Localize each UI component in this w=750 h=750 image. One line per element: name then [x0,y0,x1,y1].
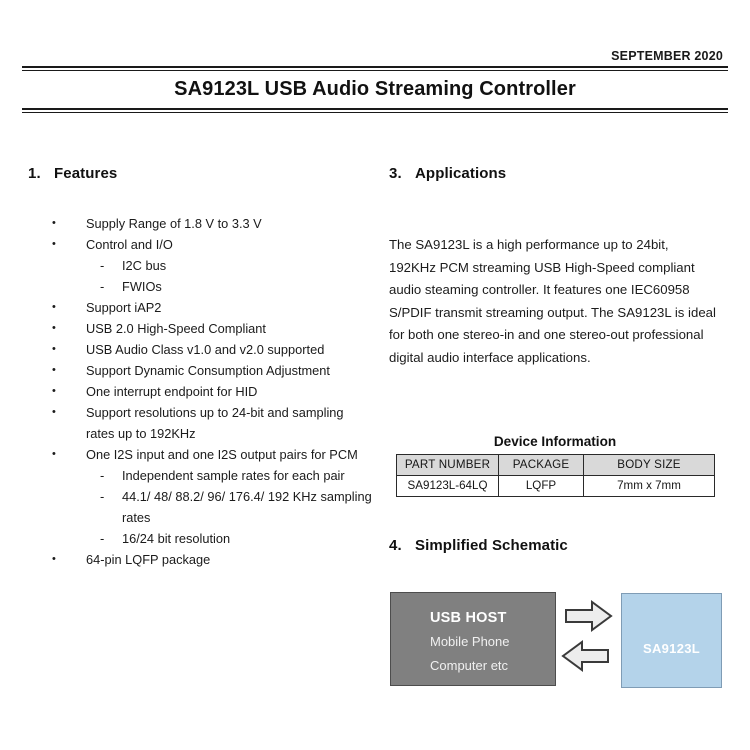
feature-item [28,255,373,276]
arrow-left-icon [560,639,610,678]
rule-thick-line [22,108,728,110]
feature-item [28,276,373,297]
table-row [397,476,715,497]
device-information-table [396,454,715,497]
bullet-icon: • [52,301,56,313]
sa9123l-chip-label: SA9123L [642,641,701,656]
feature-item [28,444,373,465]
schematic-diagram [389,590,723,692]
rule-thin-line [22,112,728,113]
feature-item [28,465,373,486]
schematic-heading-number: 4. [389,537,402,554]
feature-item [28,318,373,339]
bullet-icon: • [52,385,56,397]
header-rule-bottom [22,108,728,113]
applications-heading [389,165,723,182]
feature-item [28,549,373,570]
bullet-icon: • [52,364,56,376]
column-header-body-size: BODY SIZE [584,455,715,476]
column-header-package: PACKAGE [499,455,584,476]
feature-item-label: 16/24 bit resolution [122,531,231,546]
applications-column [389,165,723,369]
dash-icon: - [100,489,105,504]
column-header-part-number: PART NUMBER [397,455,499,476]
applications-heading-label: Applications [415,165,507,182]
feature-item-label: Support Dynamic Consumption Adjustment [86,363,330,378]
bullet-icon: • [52,238,56,250]
schematic-heading-label: Simplified Schematic [415,537,568,554]
schematic-heading [389,537,568,554]
applications-heading-number: 3. [389,165,402,182]
rule-thick-line [22,66,728,68]
feature-item-label: 44.1/ 48/ 88.2/ 96/ 176.4/ 192 KHz sampling rates [122,489,372,525]
bullet-icon: • [52,553,56,565]
dash-icon: - [100,531,105,546]
feature-item-label: Supply Range of 1.8 V to 3.3 V [86,216,262,231]
feature-item-label: FWIOs [122,279,162,294]
usb-host-line-2: Computer etc [430,658,509,673]
feature-item-label: One interrupt endpoint for HID [86,384,258,399]
dash-icon: - [100,468,105,483]
feature-item-label: Control and I/O [86,237,173,252]
table-header-row [397,455,715,476]
bullet-icon: • [52,217,56,229]
features-heading-number: 1. [28,165,41,182]
applications-paragraph: The SA9123L is a high performance up to 24bit, 192KHz PCM streaming USB High-Speed compliant audio steaming controller. It features one IEC60958 S/PDIF transmit streaming output. The SA9123L is ideal for both one stereo-in and one stereo-out professional digital audio interface applications. [389,237,716,365]
dash-icon: - [100,279,105,294]
feature-item [28,339,373,360]
usb-host-block [390,592,556,686]
feature-item [28,486,373,528]
feature-item-label: USB 2.0 High-Speed Compliant [86,321,266,336]
feature-item [28,402,373,444]
feature-item [28,360,373,381]
header-rule-top [22,66,728,71]
cell-body-size: 7mm x 7mm [584,476,715,497]
device-information-block [396,434,714,497]
feature-item-label: Support iAP2 [86,300,162,315]
features-column [28,165,373,570]
feature-item [28,297,373,318]
bullet-icon: • [52,448,56,460]
device-information-caption: Device Information [493,434,617,449]
usb-host-title: USB HOST [430,610,507,626]
feature-item [28,234,373,255]
bullet-icon: • [52,406,56,418]
feature-item-label: 64-pin LQFP package [86,552,211,567]
usb-host-line-1: Mobile Phone [430,634,510,649]
features-list [28,213,373,570]
bullet-icon: • [52,343,56,355]
feature-item-label: One I2S input and one I2S output pairs for PCM [86,447,358,462]
features-heading-label: Features [54,165,118,182]
cell-package: LQFP [499,476,584,497]
dash-icon: - [100,258,105,273]
feature-item-label: Support resolutions up to 24-bit and sampling rates up to 192KHz [86,405,344,441]
features-heading [28,165,373,182]
feature-item [28,381,373,402]
feature-item [28,528,373,549]
page-title: SA9123L USB Audio Streaming Controller [174,78,576,100]
cell-part-number: SA9123L-64LQ [397,476,499,497]
arrow-right-icon [564,599,614,638]
feature-item [28,213,373,234]
sa9123l-chip-block [621,593,722,688]
rule-thin-line [22,70,728,71]
feature-item-label: USB Audio Class v1.0 and v2.0 supported [86,342,325,357]
bullet-icon: • [52,322,56,334]
feature-item-label: I2C bus [122,258,167,273]
document-date: SEPTEMBER 2020 [611,49,723,63]
feature-item-label: Independent sample rates for each pair [122,468,345,483]
